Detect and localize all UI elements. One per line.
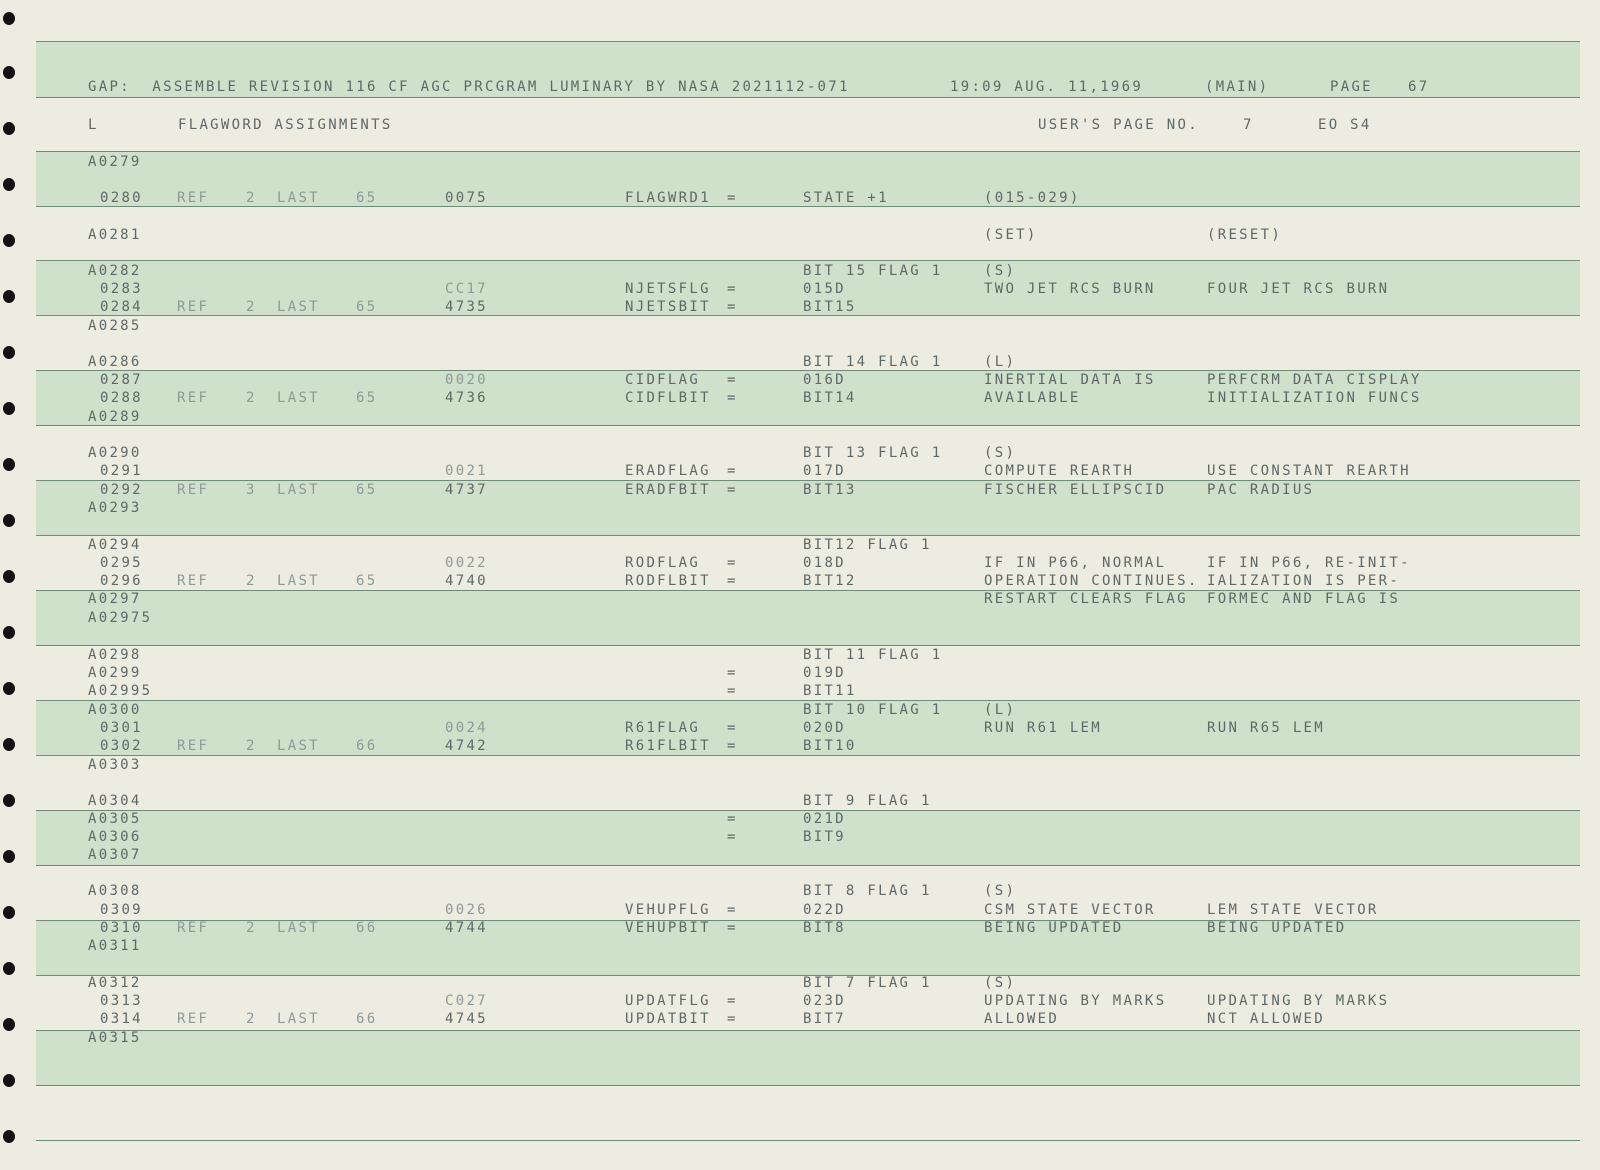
line-op: BIT10 <box>803 738 857 754</box>
line-page: 66 <box>356 1011 378 1027</box>
line-ref: REF <box>177 190 210 206</box>
line-last: LAST <box>277 920 320 936</box>
line-eq: = <box>727 573 738 589</box>
feed-hole <box>3 12 15 25</box>
line-ref: REF <box>177 920 210 936</box>
line-eq: = <box>727 902 738 918</box>
line-addr: C027 <box>445 993 488 1009</box>
line-location: 0313 <box>100 993 143 1009</box>
line-set: (015-029) <box>984 190 1081 206</box>
line-location: 0314 <box>100 1011 143 1027</box>
line-location: A0286 <box>88 354 142 370</box>
line-location: 0280 <box>100 190 143 206</box>
line-set: RESTART CLEARS FLAG <box>984 591 1188 607</box>
line-location: A0305 <box>88 811 142 827</box>
line-set: COMPUTE REARTH <box>984 463 1135 479</box>
line-reset: LEM STATE VECTOR <box>1207 902 1379 918</box>
line-ref: REF <box>177 390 210 406</box>
line-location: A0297 <box>88 591 142 607</box>
line-location: A0298 <box>88 647 142 663</box>
line-set: (L) <box>984 702 1017 718</box>
line-location: A0307 <box>88 847 142 863</box>
band-rule <box>36 260 1580 261</box>
type-code: L <box>88 117 99 133</box>
line-last: LAST <box>277 299 320 315</box>
feed-hole <box>3 1018 15 1031</box>
line-last: LAST <box>277 573 320 589</box>
line-op: 020D <box>803 720 846 736</box>
line-eq: = <box>727 281 738 297</box>
feed-hole <box>3 402 15 415</box>
line-op: 022D <box>803 902 846 918</box>
line-location: 0309 <box>100 902 143 918</box>
line-op: 016D <box>803 372 846 388</box>
band-rule <box>36 755 1580 756</box>
line-set: (L) <box>984 354 1017 370</box>
line-location: A0299 <box>88 665 142 681</box>
line-addr: 0024 <box>445 720 488 736</box>
line-addr: 0026 <box>445 902 488 918</box>
band-rule <box>36 480 1580 481</box>
line-location: A0282 <box>88 263 142 279</box>
line-reset: PAC RADIUS <box>1207 482 1315 498</box>
feed-hole <box>3 178 15 191</box>
line-location: A0312 <box>88 975 142 991</box>
line-location: A0306 <box>88 829 142 845</box>
line-refn: 2 <box>246 299 257 315</box>
header-time: 19:09 AUG. 11,1969 <box>950 79 1144 95</box>
line-sym: RODFLAG <box>625 555 701 571</box>
line-reset: PERFCRM DATA CISPLAY <box>1207 372 1422 388</box>
line-last: LAST <box>277 190 320 206</box>
band-rule <box>36 865 1580 866</box>
line-eq: = <box>727 463 738 479</box>
header-page-number: 67 <box>1408 79 1430 95</box>
header-section: (MAIN) <box>1205 79 1270 95</box>
line-set: IF IN P66, NORMAL <box>984 555 1167 571</box>
band-rule <box>36 370 1580 371</box>
line-page: 66 <box>356 920 378 936</box>
users-page-label: USER'S PAGE NO. <box>1038 117 1199 133</box>
reset-column-heading: (RESET) <box>1207 227 1283 243</box>
line-eq: = <box>727 993 738 1009</box>
line-op: BIT 15 FLAG 1 <box>803 263 943 279</box>
line-location: 0291 <box>100 463 143 479</box>
band-rule <box>36 535 1580 536</box>
line-reset: IF IN P66, RE-INIT- <box>1207 555 1411 571</box>
line-eq: = <box>727 829 738 845</box>
feed-hole <box>3 122 15 135</box>
line-eq: = <box>727 720 738 736</box>
line-page: 65 <box>356 390 378 406</box>
line-refn: 2 <box>246 190 257 206</box>
line-eq: = <box>727 1011 738 1027</box>
line-location: A0303 <box>88 757 142 773</box>
line-sym: VEHUPFLG <box>625 902 711 918</box>
line-reset: NCT ALLOWED <box>1207 1011 1326 1027</box>
band-rule <box>36 41 1580 42</box>
line-op: BIT 9 FLAG 1 <box>803 793 932 809</box>
line-eq: = <box>727 190 738 206</box>
line-location: 0283 <box>100 281 143 297</box>
line-reset: FORMEC AND FLAG IS <box>1207 591 1401 607</box>
line-addr: 0022 <box>445 555 488 571</box>
line-refn: 2 <box>246 920 257 936</box>
band-rule <box>36 1140 1580 1141</box>
band-rule <box>36 645 1580 646</box>
line-refn: 3 <box>246 482 257 498</box>
line-page: 65 <box>356 190 378 206</box>
line-ref: REF <box>177 573 210 589</box>
line-location: 0287 <box>100 372 143 388</box>
line-location: A0293 <box>88 500 142 516</box>
line-addr: 4742 <box>445 738 488 754</box>
line-ref: REF <box>177 1011 210 1027</box>
line-set: INERTIAL DATA IS <box>984 372 1156 388</box>
line-last: LAST <box>277 1011 320 1027</box>
feed-hole <box>3 514 15 527</box>
line-addr: 4744 <box>445 920 488 936</box>
line-eq: = <box>727 555 738 571</box>
line-location: 0292 <box>100 482 143 498</box>
line-reset: UPDATING BY MARKS <box>1207 993 1390 1009</box>
line-sym: ERADFLAG <box>625 463 711 479</box>
line-refn: 2 <box>246 390 257 406</box>
line-set: (S) <box>984 883 1017 899</box>
feed-hole <box>3 66 15 79</box>
line-last: LAST <box>277 482 320 498</box>
feed-hole <box>3 906 15 919</box>
line-op: 023D <box>803 993 846 1009</box>
line-op: BIT7 <box>803 1011 846 1027</box>
line-set: (S) <box>984 975 1017 991</box>
header-title: GAP: ASSEMBLE REVISION 116 CF AGC PRCGRAM LUMINARY BY NASA 2021112-071 <box>88 79 850 95</box>
line-location: A0294 <box>88 537 142 553</box>
feed-hole <box>3 458 15 471</box>
band-rule <box>36 700 1580 701</box>
band-rule <box>36 315 1580 316</box>
line-ref: REF <box>177 299 210 315</box>
line-set: (S) <box>984 445 1017 461</box>
line-location: 0302 <box>100 738 143 754</box>
line-location: A0279 <box>88 154 142 170</box>
line-location: A0311 <box>88 938 142 954</box>
line-set: TWO JET RCS BURN <box>984 281 1156 297</box>
line-location: A0285 <box>88 318 142 334</box>
feed-hole <box>3 738 15 751</box>
line-sym: VEHUPBIT <box>625 920 711 936</box>
line-set: CSM STATE VECTOR <box>984 902 1156 918</box>
line-op: BIT9 <box>803 829 846 845</box>
line-sym: R61FLBIT <box>625 738 711 754</box>
line-sym: UPDATFLG <box>625 993 711 1009</box>
line-op: BIT15 <box>803 299 857 315</box>
line-eq: = <box>727 683 738 699</box>
line-reset: IALIZATION IS PER- <box>1207 573 1401 589</box>
line-op: BIT14 <box>803 390 857 406</box>
line-eq: = <box>727 372 738 388</box>
line-set: BEING UPDATED <box>984 920 1124 936</box>
line-sym: ERADFBIT <box>625 482 711 498</box>
line-op: BIT 8 FLAG 1 <box>803 883 932 899</box>
line-sym: NJETSBIT <box>625 299 711 315</box>
line-page: 65 <box>356 482 378 498</box>
line-op: BIT12 FLAG 1 <box>803 537 932 553</box>
line-op: BIT11 <box>803 683 857 699</box>
feed-hole <box>3 626 15 639</box>
band-rule <box>36 151 1580 152</box>
line-op: BIT13 <box>803 482 857 498</box>
line-sym: NJETSFLG <box>625 281 711 297</box>
users-page-number: 7 <box>1243 117 1254 133</box>
feed-hole <box>3 570 15 583</box>
line-addr: 4740 <box>445 573 488 589</box>
header-page-label: PAGE <box>1330 79 1373 95</box>
line-op: BIT 7 FLAG 1 <box>803 975 932 991</box>
line-ref: REF <box>177 738 210 754</box>
line-addr: 4736 <box>445 390 488 406</box>
line-location: A02975 <box>88 610 153 626</box>
line-page: 65 <box>356 299 378 315</box>
feed-hole <box>3 794 15 807</box>
line-addr: 0075 <box>445 190 488 206</box>
line-reset: USE CONSTANT REARTH <box>1207 463 1411 479</box>
line-location: A02995 <box>88 683 153 699</box>
log-section-title: FLAGWORD ASSIGNMENTS <box>178 117 393 133</box>
line-addr: CC17 <box>445 281 488 297</box>
set-column-heading: (SET) <box>984 227 1038 243</box>
line-eq: = <box>727 665 738 681</box>
line-op: BIT8 <box>803 920 846 936</box>
line-op: 018D <box>803 555 846 571</box>
line-sym: RODFLBIT <box>625 573 711 589</box>
band-rule <box>36 1030 1580 1031</box>
line-op: 021D <box>803 811 846 827</box>
line-op: BIT 10 FLAG 1 <box>803 702 943 718</box>
feed-hole <box>3 234 15 247</box>
line-reset: INITIALIZATION FUNCS <box>1207 390 1422 406</box>
line-set: AVAILABLE <box>984 390 1081 406</box>
line-refn: 2 <box>246 1011 257 1027</box>
line-set: RUN R61 LEM <box>984 720 1103 736</box>
line-location: A0304 <box>88 793 142 809</box>
feed-hole <box>3 1074 15 1087</box>
band-rule <box>36 425 1580 426</box>
line-addr: 0020 <box>445 372 488 388</box>
line-reset: RUN R65 LEM <box>1207 720 1326 736</box>
line-addr: 4745 <box>445 1011 488 1027</box>
line-reset: FOUR JET RCS BURN <box>1207 281 1390 297</box>
line-op: STATE +1 <box>803 190 889 206</box>
line-op: BIT 14 FLAG 1 <box>803 354 943 370</box>
line-set: OPERATION CONTINUES. <box>984 573 1199 589</box>
line-sym: R61FLAG <box>625 720 701 736</box>
line-op: BIT 13 FLAG 1 <box>803 445 943 461</box>
line-eq: = <box>727 299 738 315</box>
line-last: LAST <box>277 738 320 754</box>
line-set: UPDATING BY MARKS <box>984 993 1167 1009</box>
feed-hole <box>3 290 15 303</box>
line-reset: BEING UPDATED <box>1207 920 1347 936</box>
line-page: 66 <box>356 738 378 754</box>
line-location: A0315 <box>88 1030 142 1046</box>
line-location: A0281 <box>88 227 142 243</box>
line-location: A0290 <box>88 445 142 461</box>
line-sym: CIDFLBIT <box>625 390 711 406</box>
line-eq: = <box>727 920 738 936</box>
line-op: 019D <box>803 665 846 681</box>
line-eq: = <box>727 811 738 827</box>
paper-band <box>36 1030 1580 1085</box>
line-addr: 4735 <box>445 299 488 315</box>
line-eq: = <box>727 738 738 754</box>
line-location: 0284 <box>100 299 143 315</box>
line-ref: REF <box>177 482 210 498</box>
line-op: 017D <box>803 463 846 479</box>
feed-hole <box>3 682 15 695</box>
line-location: 0310 <box>100 920 143 936</box>
line-eq: = <box>727 482 738 498</box>
feed-hole <box>3 1130 15 1143</box>
line-set: FISCHER ELLIPSCID <box>984 482 1167 498</box>
band-rule <box>36 1085 1580 1086</box>
feed-hole <box>3 850 15 863</box>
line-refn: 2 <box>246 738 257 754</box>
line-eq: = <box>727 390 738 406</box>
line-op: 015D <box>803 281 846 297</box>
line-last: LAST <box>277 390 320 406</box>
line-location: 0296 <box>100 573 143 589</box>
line-location: 0295 <box>100 555 143 571</box>
line-sym: CIDFLAG <box>625 372 701 388</box>
line-addr: 0021 <box>445 463 488 479</box>
line-op: BIT12 <box>803 573 857 589</box>
band-rule <box>36 206 1580 207</box>
band-rule <box>36 97 1580 98</box>
line-sym: FLAGWRD1 <box>625 190 711 206</box>
line-set: ALLOWED <box>984 1011 1060 1027</box>
feed-hole <box>3 962 15 975</box>
line-location: 0288 <box>100 390 143 406</box>
line-location: A0308 <box>88 883 142 899</box>
line-page: 65 <box>356 573 378 589</box>
eq-code: EO S4 <box>1318 117 1372 133</box>
feed-hole <box>3 346 15 359</box>
line-location: 0301 <box>100 720 143 736</box>
line-addr: 4737 <box>445 482 488 498</box>
line-set: (S) <box>984 263 1017 279</box>
line-location: A0289 <box>88 409 142 425</box>
line-op: BIT 11 FLAG 1 <box>803 647 943 663</box>
line-refn: 2 <box>246 573 257 589</box>
line-location: A0300 <box>88 702 142 718</box>
line-sym: UPDATBIT <box>625 1011 711 1027</box>
